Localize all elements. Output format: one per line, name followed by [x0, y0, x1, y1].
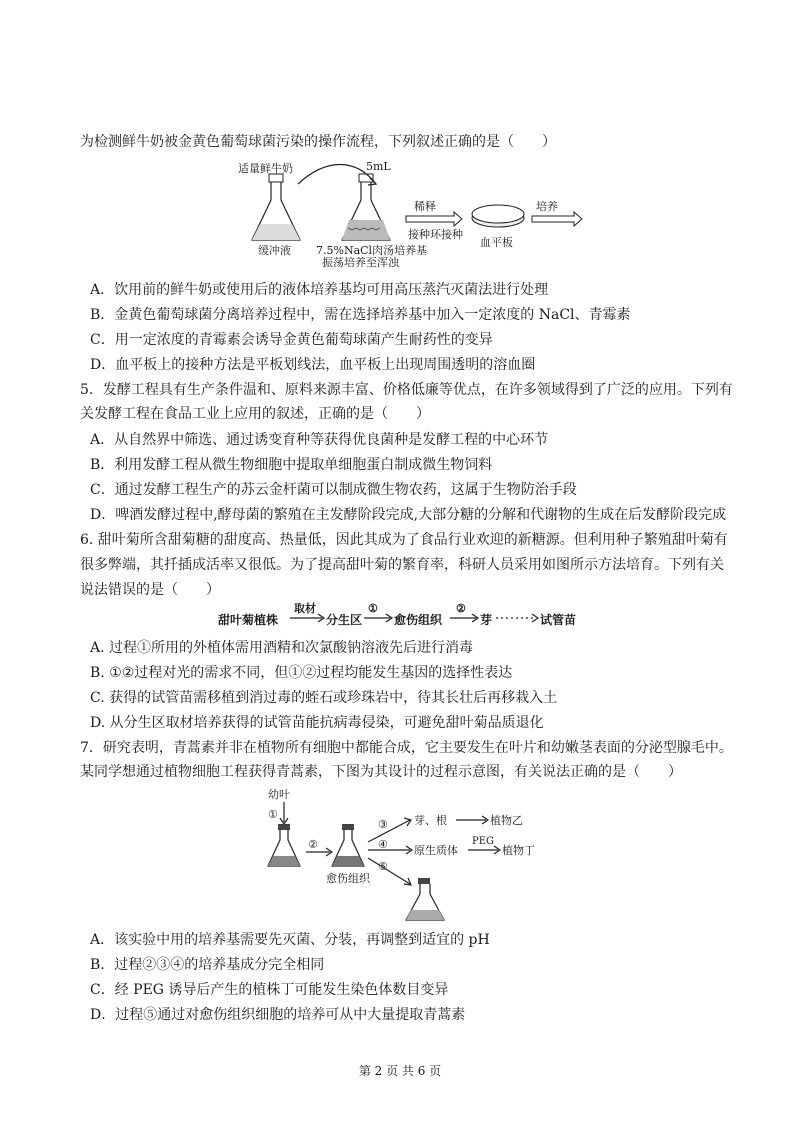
q6-option-d: D. 从分生区取材培养获得的试管苗能抗病毒侵染，可避免甜叶菊品质退化 [90, 715, 544, 731]
q6-stem-2: 很多弊端，其扦插成活率又很低。为了提高甜叶菊的繁育率，科研人员采用如图所示方法培育。下列有关 [80, 557, 724, 573]
q7-option-a: A．该实验中用的培养基需要先灭菌、分装，再调整到适宜的 pH [90, 932, 490, 948]
q7-option-d: D．过程⑤通过对愈伤组织细胞的培养可从中大量提取青蒿素 [90, 1007, 466, 1023]
dilute-arrow [406, 212, 462, 226]
dilute-label: 稀释 [414, 200, 436, 213]
q6-option-c: C. 获得的试管苗需移植到消过毒的蛭石或珍珠岩中，待其长壮后再移栽入土 [90, 690, 558, 706]
inoculate-label: 接种环接种 [408, 228, 463, 241]
broth-label-1: 7.5%NaCl肉汤培养基 [316, 244, 428, 257]
q4-stem: 为检测鲜牛奶被金黄色葡萄球菌污染的操作流程，下列叙述正确的是（ ） [80, 134, 556, 150]
q6-option-b: B. ①②过程对光的需求不同，但①②过程均能发生基因的选择性表达 [90, 665, 513, 681]
q5-option-a: A．从自然界中筛选、通过诱变育种等获得优良菌种是发酵工程的中心环节 [90, 432, 549, 448]
flow-take: 取材 [294, 602, 316, 615]
protoplast-label: 原生质体 [414, 844, 458, 857]
plant-d-label: 植物丁 [502, 844, 535, 857]
step2-label: ② [308, 838, 318, 851]
q6-flow-diagram [218, 600, 598, 632]
q6-stem-3: 说法错误的是（ ） [80, 582, 220, 598]
buffer-label: 缓冲液 [258, 244, 291, 257]
q4-option-d: D．血平板上的接种方法是平板划线法，血平板上出现周围透明的溶血圈 [90, 357, 536, 373]
flask-1-icon [268, 824, 300, 866]
q7-option-b: B．过程②③④的培养基成分完全相同 [90, 957, 325, 973]
peg-label: PEG [472, 836, 495, 847]
q4-option-b: B．金黄色葡萄球菌分离培养过程中，需在选择培养基中加入一定浓度的 NaCl、青霉素 [90, 307, 631, 323]
flow-plant: 甜叶菊植株 [218, 613, 279, 627]
step1-label: ① [268, 808, 278, 821]
q7-stem-1: 7．研究表明，青蒿素并非在植物所有细胞中都能合成，它主要发生在叶片和幼嫩茎表面的分泌型腺毛中。 [80, 740, 733, 756]
culture-arrow [532, 212, 582, 226]
milk-label: 适量鲜牛奶 [238, 162, 293, 175]
flow-meristem: 分生区 [326, 613, 363, 627]
step3-label: ③ [378, 818, 388, 831]
blood-plate-icon [472, 205, 524, 227]
q7-option-c: C．经 PEG 诱导后产生的植株丁可能发生染色体数目变异 [90, 982, 449, 998]
culture-label: 培养 [536, 200, 558, 213]
q4-option-a: A．饮用前的鲜牛奶或使用后的液体培养基均可用高压蒸汽灭菌法进行处理 [90, 282, 549, 298]
q5-option-b: B．利用发酵工程从微生物细胞中提取单细胞蛋白制成微生物饲料 [90, 457, 493, 473]
leaf-label: 幼叶 [268, 788, 290, 801]
callus-label: 愈伤组织 [326, 872, 370, 885]
flow-bud: 芽 [480, 613, 493, 627]
broth-label-2: 振荡培养至浑浊 [322, 256, 399, 268]
flow-step2: ② [456, 602, 466, 615]
step5-label: ⑤ [378, 860, 388, 873]
q6-option-a: A. 过程①所用的外植体需用酒精和次氯酸钠溶液先后进行消毒 [90, 640, 474, 656]
step4-label: ④ [378, 838, 388, 851]
broth-flask-icon [342, 174, 390, 240]
volume-label: 5mL [366, 160, 391, 173]
flow-callus: 愈伤组织 [394, 613, 443, 627]
plant-b-label: 植物乙 [490, 814, 523, 827]
flask-3-icon [406, 878, 444, 920]
q4-figure [236, 156, 586, 268]
q4-option-c: C．用一定浓度的青霉素会诱导金黄色葡萄球菌产生耐药性的变异 [90, 332, 493, 348]
flask-2-icon [332, 824, 364, 866]
flow-tube: 试管苗 [540, 613, 577, 627]
q7-stem-2: 某同学想通过植物细胞工程获得青蒿素，下图为其设计的过程示意图，有关说法正确的是（ ） [80, 764, 682, 780]
q5-stem-1: 5．发酵工程具有生产条件温和、原料来源丰富、价格低廉等优点，在许多领域得到了广泛的应用。下列有 [80, 382, 733, 398]
buffer-flask-icon [252, 174, 300, 240]
q5-option-d: D．啤酒发酵过程中,酵母菌的繁殖在主发酵阶段完成,大部分糖的分解和代谢物的生成在后发酵阶段完成 [90, 507, 727, 523]
q5-option-c: C．通过发酵工程生产的苏云金杆菌可以制成微生物农药，这属于生物防治手段 [90, 482, 577, 498]
q5-stem-2: 关发酵工程在食品工业上应用的叙述，正确的是（ ） [80, 406, 430, 422]
q6-stem-1: 6. 甜叶菊所含甜菊糖的甜度高、热量低，因此其成为了食品行业欢迎的新糖源。但利用种子繁殖甜叶菊有 [80, 532, 728, 548]
bud-root-label: 芽、根 [414, 814, 447, 827]
plate-label: 血平板 [480, 236, 513, 249]
flow-step1: ① [368, 602, 378, 615]
q7-figure [262, 786, 542, 926]
page-footer: 第 2 页 共 6 页 [358, 1064, 442, 1078]
